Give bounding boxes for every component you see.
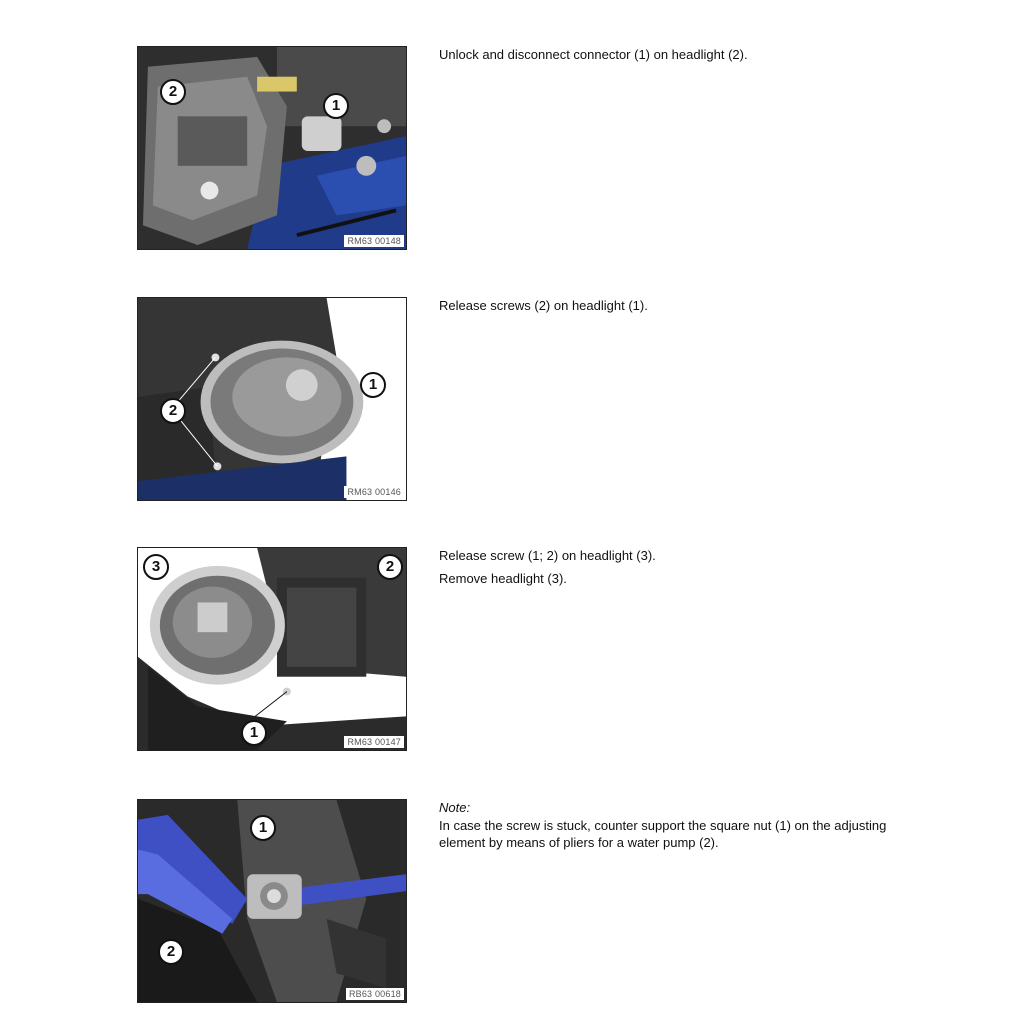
instruction-line: Release screws (2) on headlight (1).	[439, 298, 648, 313]
step-2-photo	[137, 297, 407, 501]
step-3-instructions	[439, 547, 889, 593]
step-3-photo	[137, 547, 407, 751]
procedure-step-2	[137, 297, 897, 502]
note-label: Note:	[439, 800, 471, 815]
photo-reference-id: RM63 00146	[344, 486, 404, 498]
step-4-photo	[137, 799, 407, 1003]
callout-square-nut: 1	[250, 815, 276, 841]
callout-connector: 1	[323, 93, 349, 119]
photo-reference-id: RB63 00618	[346, 988, 404, 1000]
callout-headlight: 3	[143, 554, 169, 580]
procedure-step-3	[137, 547, 897, 752]
instruction-line: Release screw (1; 2) on headlight (3).	[439, 548, 656, 563]
step-1-instructions	[439, 46, 889, 69]
step-1-photo	[137, 46, 407, 250]
instruction-line: Unlock and disconnect connector (1) on headlight (2).	[439, 47, 748, 62]
step-2-instructions	[439, 297, 889, 320]
photo-reference-id: RM63 00147	[344, 736, 404, 748]
callout-screw-lower: 1	[241, 720, 267, 746]
procedure-step-1	[137, 46, 897, 251]
callout-pliers: 2	[158, 939, 184, 965]
procedure-step-4	[137, 799, 897, 1004]
callout-headlight: 2	[160, 79, 186, 105]
headlight-removed-illustration	[138, 548, 406, 750]
step-4-instructions	[439, 799, 889, 857]
engine-bay-illustration	[138, 47, 406, 249]
photo-reference-id: RM63 00148	[344, 235, 404, 247]
callout-screws: 2	[160, 398, 186, 424]
note-text: In case the screw is stuck, counter support the square nut (1) on the adjusting element by means of pliers for a water pump (2).	[439, 818, 887, 850]
callout-screw-upper: 2	[377, 554, 403, 580]
instruction-line: Remove headlight (3).	[439, 571, 567, 586]
callout-headlight: 1	[360, 372, 386, 398]
